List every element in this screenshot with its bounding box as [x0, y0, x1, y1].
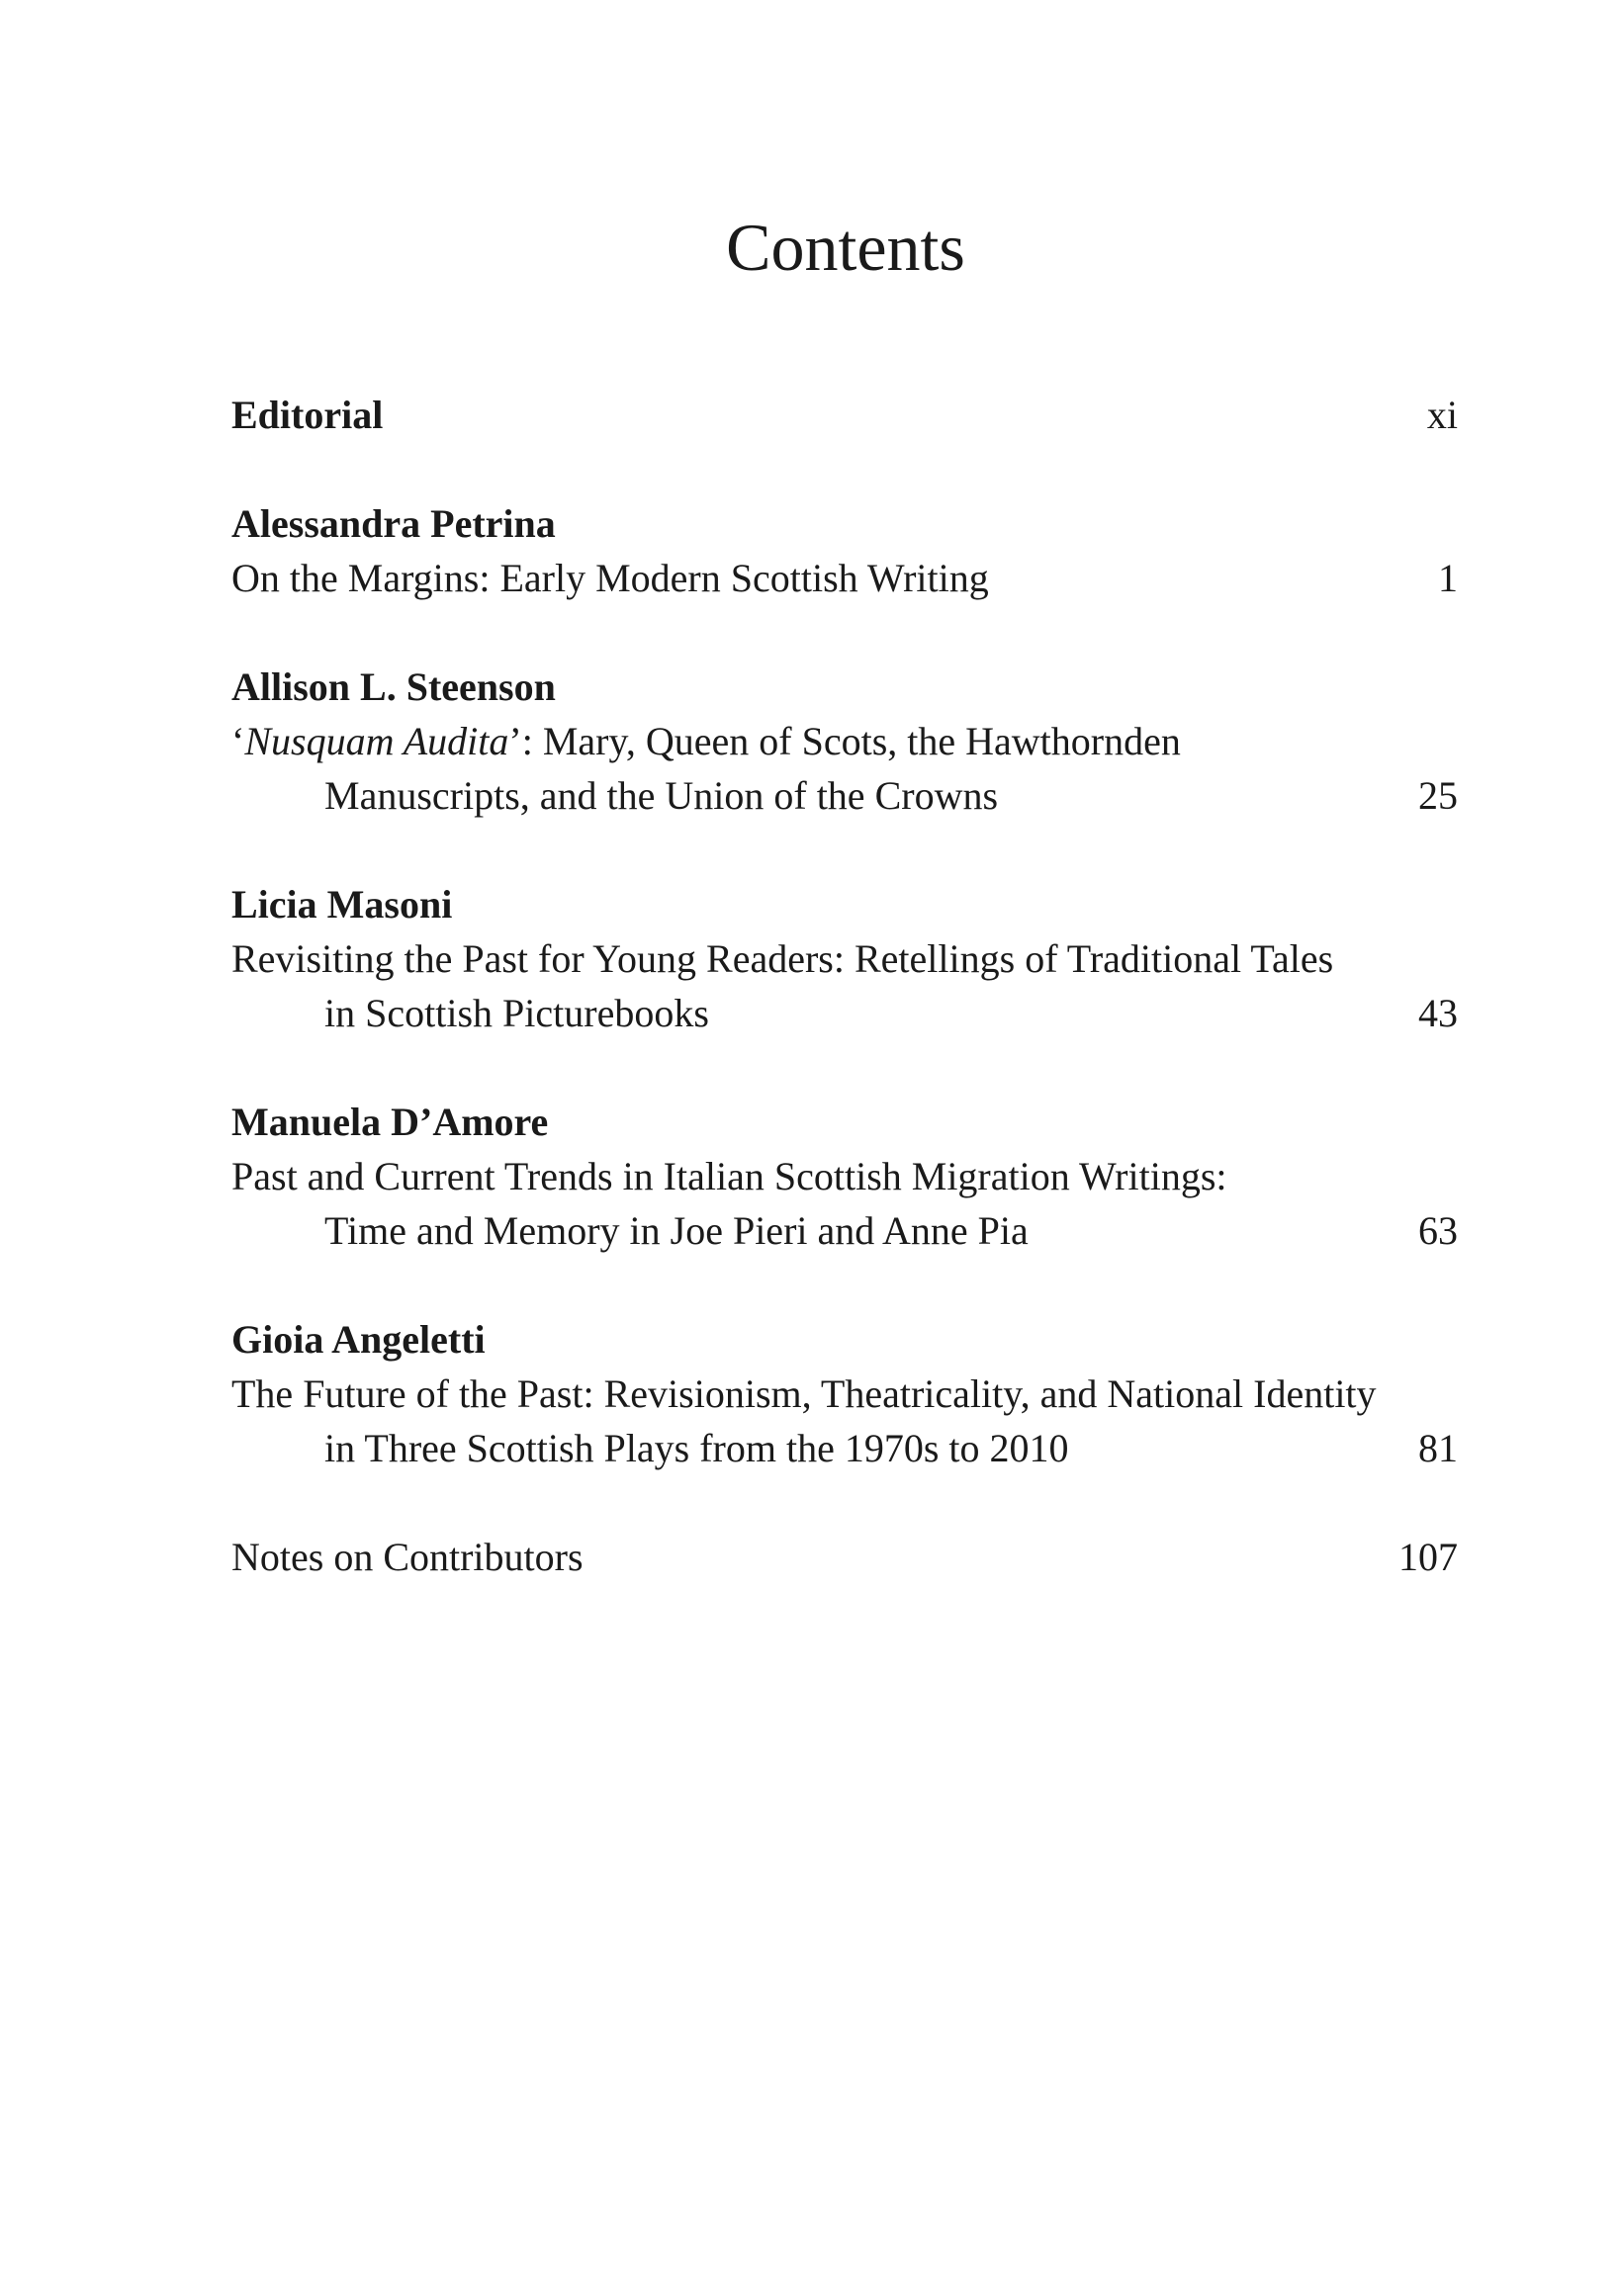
toc-entry[interactable]	[231, 1095, 1458, 1258]
toc-title-line	[231, 931, 1458, 986]
toc-title-line	[231, 1421, 1458, 1475]
toc-title-continuation: Time and Memory in Joe Pieri and Anne Pia	[324, 1208, 1029, 1253]
toc-entry[interactable]	[231, 1312, 1458, 1475]
toc-title: Revisiting the Past for Young Readers: Retellings of Traditional Tales	[231, 936, 1334, 981]
toc-page-number: 107	[1398, 1535, 1458, 1579]
toc-entry[interactable]	[231, 877, 1458, 1040]
toc-author: Licia Masoni	[231, 882, 453, 927]
toc-title: On the Margins: Early Modern Scottish Writing	[231, 556, 989, 600]
toc-title-quote-open: ‘	[231, 719, 245, 763]
toc-entry[interactable]	[231, 660, 1458, 823]
toc-title-line	[231, 986, 1458, 1040]
toc-title: The Future of the Past: Revisionism, Theatricality, and National Identity	[231, 1371, 1377, 1416]
toc-title-line	[231, 714, 1458, 768]
toc-page-number: 25	[1418, 773, 1458, 818]
table-of-contents	[231, 388, 1458, 1584]
toc-entry-label: Notes on Contributors	[231, 1535, 584, 1579]
toc-page-number: 81	[1418, 1426, 1458, 1470]
toc-title-line	[231, 551, 1458, 605]
toc-title-rest: ’: Mary, Queen of Scots, the Hawthornden	[508, 719, 1181, 763]
toc-author: Gioia Angeletti	[231, 1317, 486, 1362]
toc-title-line	[231, 1203, 1458, 1258]
toc-page-number: 43	[1418, 991, 1458, 1035]
toc-author: Alessandra Petrina	[231, 501, 556, 546]
toc-author: Allison L. Steenson	[231, 664, 556, 709]
toc-entry[interactable]	[231, 496, 1458, 605]
toc-page-number: xi	[1426, 393, 1458, 437]
toc-page-number: 1	[1438, 556, 1458, 600]
toc-title	[231, 714, 1181, 768]
toc-title-line	[231, 1367, 1458, 1421]
toc-title-italic: Nusquam Audita	[244, 719, 509, 763]
toc-entry-contributors[interactable]	[231, 1530, 1458, 1584]
toc-entry-label: Editorial	[231, 393, 384, 437]
toc-title-continuation: in Three Scottish Plays from the 1970s to 2010	[324, 1426, 1069, 1470]
toc-title: Past and Current Trends in Italian Scottish Migration Writings:	[231, 1154, 1227, 1198]
toc-title-line	[231, 768, 1458, 823]
page-title: Contents	[726, 210, 965, 285]
toc-page-number: 63	[1418, 1208, 1458, 1253]
toc-title-continuation: in Scottish Picturebooks	[324, 991, 709, 1035]
toc-title-continuation: Manuscripts, and the Union of the Crowns	[324, 773, 999, 818]
toc-entry-editorial[interactable]	[231, 388, 1458, 442]
toc-title-line	[231, 1149, 1458, 1203]
toc-author: Manuela D’Amore	[231, 1100, 549, 1144]
